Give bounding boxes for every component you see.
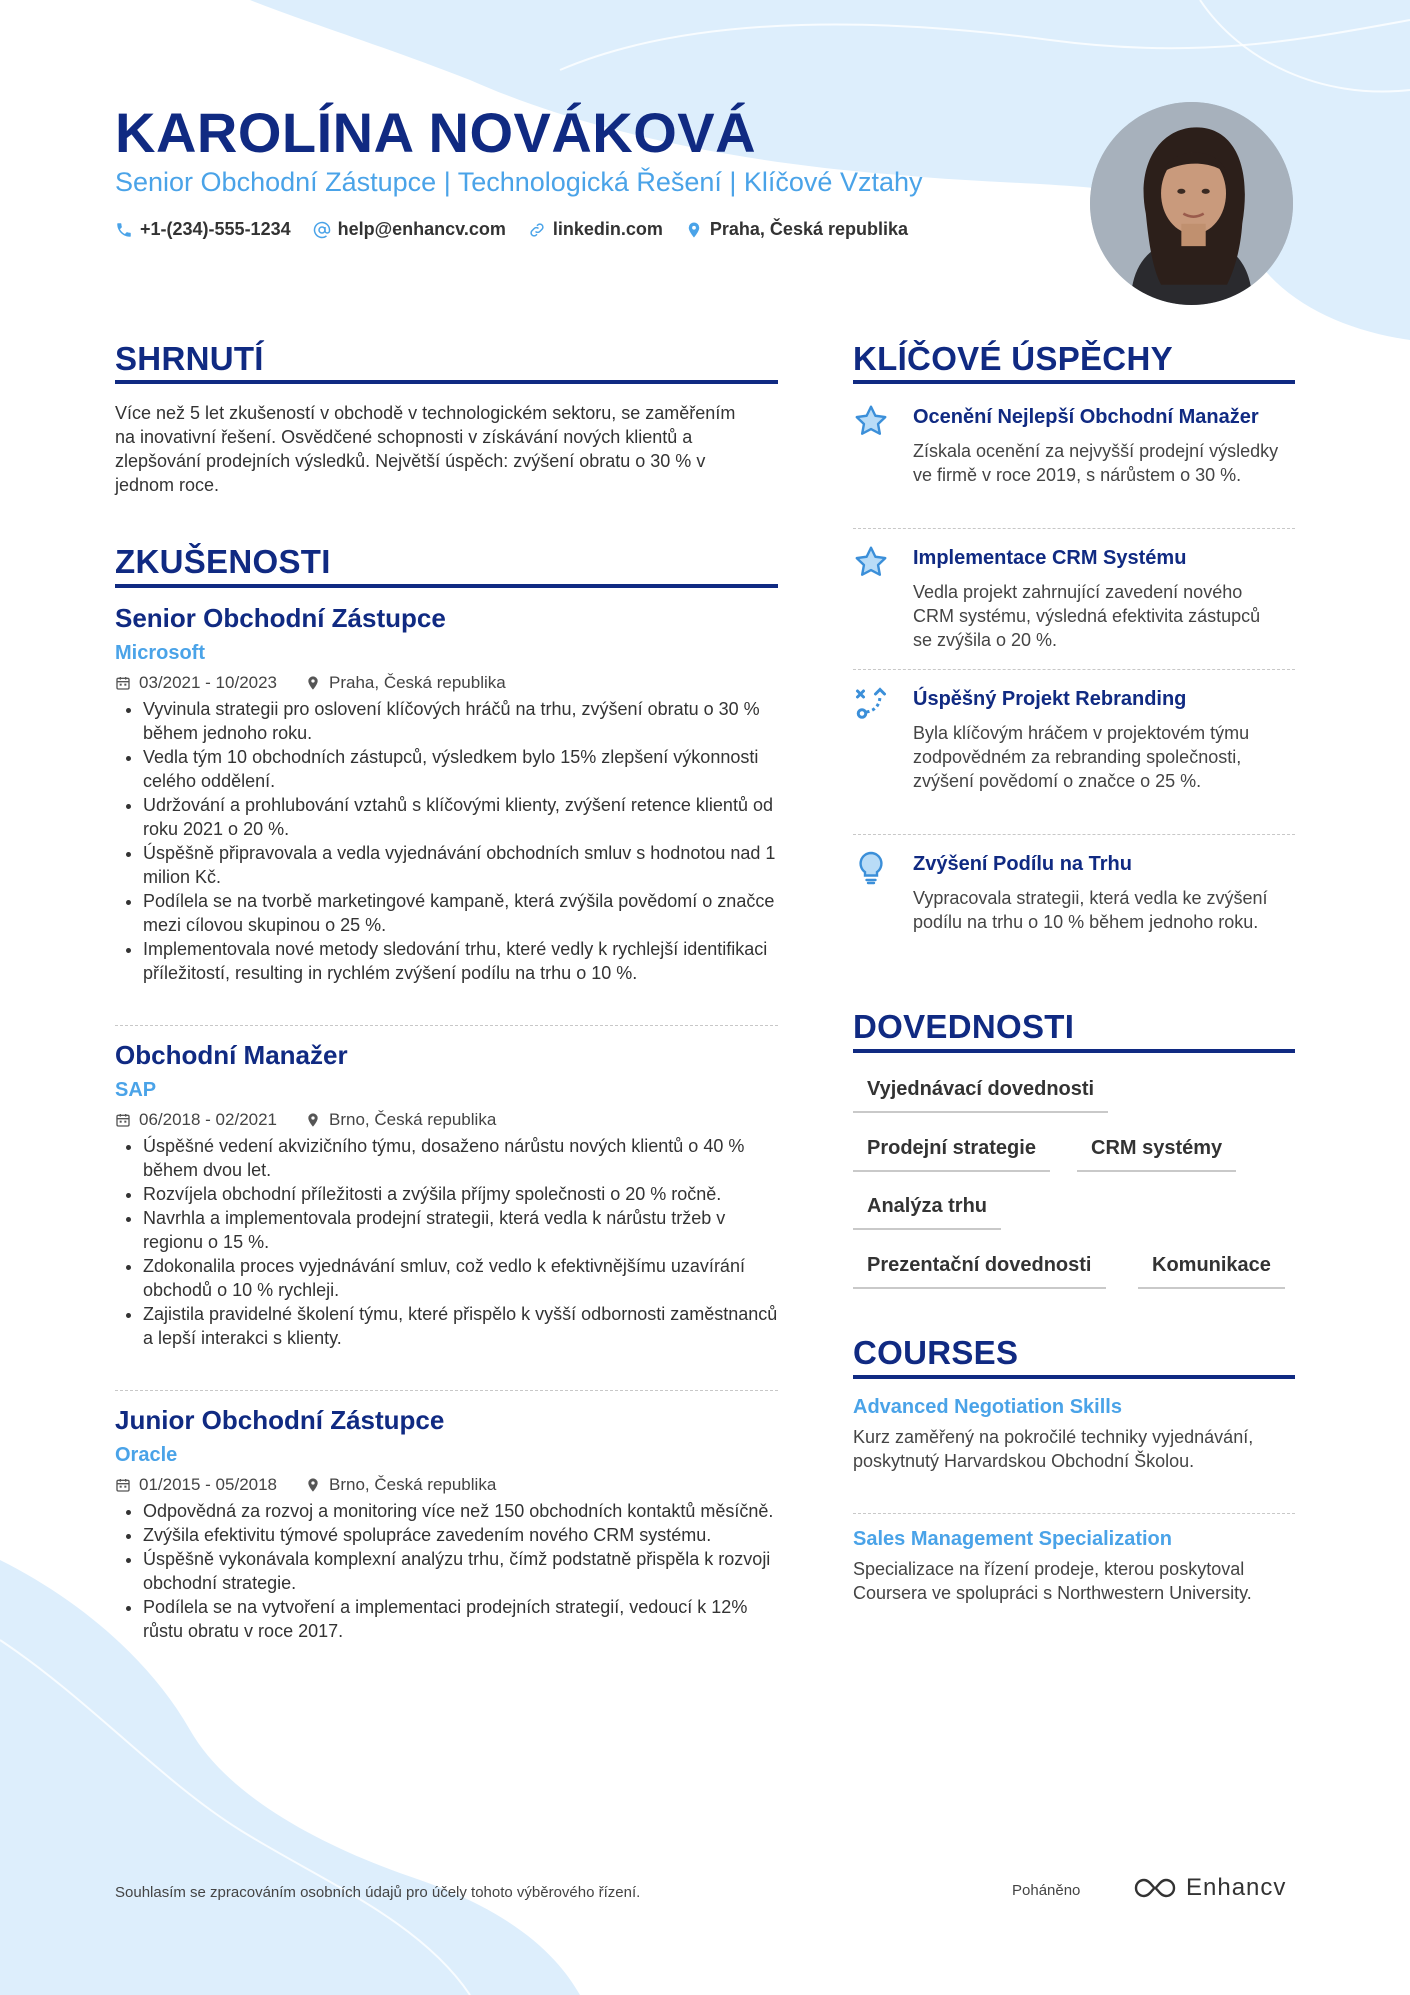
achievement-divider — [853, 528, 1295, 529]
job-divider — [115, 1025, 778, 1026]
courses-heading: COURSES — [853, 1334, 1019, 1371]
course-item — [853, 1528, 1295, 1605]
job-bullets — [115, 1134, 778, 1350]
job-bullet: • Úspěšně vykonávala komplexní analýzu trhu, čímž podstatně přispěla k rozvoji obchodní strategie. — [143, 1547, 778, 1595]
candidate-name: KAROLÍNA NOVÁKOVÁ — [115, 101, 757, 164]
lightbulb-icon — [853, 850, 889, 886]
email-text: help@enhancv.com — [337, 219, 506, 239]
job-bullet: • Zajistila pravidelné školení týmu, které přispělo k vyšší odbornosti zaměstnanců a lepší interakci s klienty. — [143, 1302, 778, 1350]
job-divider — [115, 1390, 778, 1391]
summary-heading: SHRNUTÍ — [115, 340, 264, 377]
course-item — [853, 1396, 1295, 1473]
job-location — [305, 1110, 496, 1130]
star-icon — [853, 403, 889, 439]
job-dates-text: 03/2021 - 10/2023 — [139, 673, 278, 692]
achievement-divider — [853, 669, 1295, 670]
course-title: Sales Management Specialization — [853, 1528, 1172, 1550]
course-divider — [853, 1513, 1295, 1514]
star-icon — [853, 544, 889, 580]
location-pin-icon — [305, 1112, 321, 1128]
job-dates-text: 06/2018 - 02/2021 — [139, 1110, 278, 1129]
course-desc: Kurz zaměřený na pokročilé techniky vyjednávání, poskytnutý Harvardskou Obchodní Školou. — [853, 1427, 1254, 1471]
achievements-heading: KLÍČOVÉ ÚSPĚCHY — [853, 340, 1173, 377]
achievement-title: Úspěšný Projekt Rebranding — [913, 688, 1187, 710]
calendar-icon — [115, 675, 131, 691]
job-entry — [115, 603, 778, 985]
job-bullet: • Vedla tým 10 obchodních zástupců, výsledkem bylo 15% zlepšení výkonnosti celého oddělení. — [143, 745, 778, 793]
skill-tag: CRM systémy — [1077, 1137, 1236, 1172]
enhancv-logo-icon — [1132, 1874, 1178, 1902]
phone-text: +1-(234)-555-1234 — [140, 219, 291, 239]
courses-heading-rule — [853, 1375, 1295, 1379]
achievement-desc: Získala ocenění za nejvyšší prodejní výsledky ve firmě v roce 2019, s nárůstem o 30 %. — [913, 441, 1279, 485]
job-dates — [115, 1110, 277, 1130]
job-title: Senior Obchodní Zástupce — [115, 603, 446, 633]
profile-photo-illustration — [1090, 102, 1293, 305]
job-location-text: Brno, Česká republika — [329, 1475, 497, 1494]
calendar-icon — [115, 1477, 131, 1493]
achievement-title: Zvýšení Podílu na Trhu — [913, 853, 1132, 875]
summary-heading-rule — [115, 380, 778, 384]
skill-tag: Prodejní strategie — [853, 1137, 1050, 1172]
job-bullet: • Úspěšné vedení akvizičního týmu, dosaženo nárůstu nových klientů o 40 % během dvou let. — [143, 1134, 778, 1182]
location-pin-icon — [305, 1477, 321, 1493]
job-bullet: • Rozvíjela obchodní příležitosti a zvýšila příjmy společnosti o 20 % ročně. — [143, 1182, 778, 1206]
skill-tag: Vyjednávací dovednosti — [853, 1078, 1108, 1113]
contact-bar — [115, 219, 908, 240]
link-icon — [528, 221, 546, 239]
job-bullets — [115, 1499, 778, 1643]
achievement-desc: Vedla projekt zahrnující zavedení nového CRM systému, výsledná efektivita zástupců se zvýšila o 20 %. — [913, 582, 1261, 650]
summary-text: Více než 5 let zkušeností v obchodě v technologickém sektoru, se zaměřením na inovativní řešení. Osvědčené schopnosti v získávání nových klientů a zlepšování prodejních výsledků. Největší úspěch: zvýšení obratu o 30 % v jednom roce. — [115, 403, 736, 495]
skills-heading-rule — [853, 1049, 1295, 1053]
job-company: SAP — [115, 1079, 157, 1101]
job-bullet: • Zdokonalila proces vyjednávání smluv, což vedlo k efektivnějšímu uzavírání obchodů o 10 % rychleji. — [143, 1254, 778, 1302]
course-title: Advanced Negotiation Skills — [853, 1396, 1122, 1418]
consent-text: Souhlasím se zpracováním osobních údajů pro účely tohoto výběrového řízení. — [115, 1884, 641, 1901]
achievement-desc: Vypracovala strategii, která vedla ke zvýšení podílu na trhu o 10 % během jednoho roku. — [913, 888, 1268, 932]
job-bullet: • Odpovědná za rozvoj a monitoring více než 150 obchodních kontaktů měsíčně. — [143, 1499, 778, 1523]
job-bullet: • Implementovala nové metody sledování trhu, které vedly k rychlejší identifikaci příležitostí, resulting in rychlém zvýšení podílu na trhu o 10 %. — [143, 937, 778, 985]
job-location-text: Brno, Česká republika — [329, 1110, 497, 1129]
achievement-title: Implementace CRM Systému — [913, 547, 1187, 569]
at-icon — [313, 221, 331, 239]
skills-heading: DOVEDNOSTI — [853, 1008, 1075, 1045]
job-entry — [115, 1405, 778, 1643]
job-meta — [115, 673, 778, 693]
job-dates — [115, 1475, 277, 1495]
job-company: Microsoft — [115, 642, 205, 664]
job-bullet: • Úspěšně připravovala a vedla vyjednávání obchodních smluv s hodnotou nad 1 milion Kč. — [143, 841, 778, 889]
achievements-heading-rule — [853, 380, 1295, 384]
phone-icon — [115, 221, 133, 239]
job-bullet: • Udržování a prohlubování vztahů s klíčovými klienty, zvýšení retence klientů od roku 2021 o 20 %. — [143, 793, 778, 841]
achievement-title: Ocenění Nejlepší Obchodní Manažer — [913, 406, 1259, 428]
job-title: Junior Obchodní Zástupce — [115, 1405, 445, 1435]
job-location — [305, 1475, 496, 1495]
job-location-text: Praha, Česká republika — [329, 673, 506, 692]
achievement-divider — [853, 834, 1295, 835]
skill-tag: Analýza trhu — [853, 1195, 1001, 1230]
job-bullets — [115, 697, 778, 985]
profile-photo — [1090, 102, 1293, 305]
location-pin-icon — [685, 221, 703, 239]
job-bullet: • Navrhla a implementovala prodejní strategii, která vedla k nárůstu tržeb v regionu o 15 %. — [143, 1206, 778, 1254]
calendar-icon — [115, 1112, 131, 1128]
contact-phone[interactable] — [115, 219, 291, 240]
achievement-desc: Byla klíčovým hráčem v projektovém týmu zodpovědném za rebranding společnosti, zvýšení povědomí o značce o 25 %. — [913, 723, 1250, 791]
job-bullet: • Vyvinula strategii pro oslovení klíčových hráčů na trhu, zvýšení obratu o 30 % během jednoho roku. — [143, 697, 778, 745]
contact-location — [685, 219, 908, 240]
job-title: Obchodní Manažer — [115, 1040, 348, 1070]
location-pin-icon — [305, 675, 321, 691]
job-dates-text: 01/2015 - 05/2018 — [139, 1475, 278, 1494]
location-text: Praha, Česká republika — [709, 219, 909, 239]
strategy-icon — [853, 685, 889, 721]
job-meta — [115, 1110, 778, 1130]
job-dates — [115, 673, 277, 693]
job-bullet: • Podílela se na vytvoření a implementaci prodejních strategií, vedoucí k 12% růstu obratu v roce 2017. — [143, 1595, 778, 1643]
enhancv-brand-text: Enhancv — [1186, 1874, 1287, 1901]
experience-heading: ZKUŠENOSTI — [115, 543, 331, 580]
job-bullet: • Zvýšila efektivitu týmové spolupráce zavedením nového CRM systému. — [143, 1523, 778, 1547]
experience-heading-rule — [115, 584, 778, 588]
job-meta — [115, 1475, 778, 1495]
job-company: Oracle — [115, 1444, 178, 1466]
skill-tag: Prezentační dovednosti — [853, 1254, 1106, 1289]
candidate-subtitle: Senior Obchodní Zástupce | Technologická Řešení | Klíčové Vztahy — [115, 167, 923, 197]
contact-email[interactable] — [313, 219, 506, 240]
job-entry — [115, 1040, 778, 1350]
job-location — [305, 673, 506, 693]
job-bullet: • Podílela se na tvorbě marketingové kampaně, která zvýšila povědomí o značce mezi cílovou skupinou o 25 %. — [143, 889, 778, 937]
skill-tag: Komunikace — [1138, 1254, 1285, 1289]
contact-linkedin[interactable] — [528, 219, 663, 240]
enhancv-logo[interactable] — [1132, 1874, 1286, 1902]
linkedin-text: linkedin.com — [552, 219, 663, 239]
course-desc: Specializace na řízení prodeje, kterou poskytoval Coursera ve spolupráci s Northwestern University. — [853, 1559, 1252, 1603]
powered-by-label: Poháněno — [1012, 1882, 1081, 1899]
